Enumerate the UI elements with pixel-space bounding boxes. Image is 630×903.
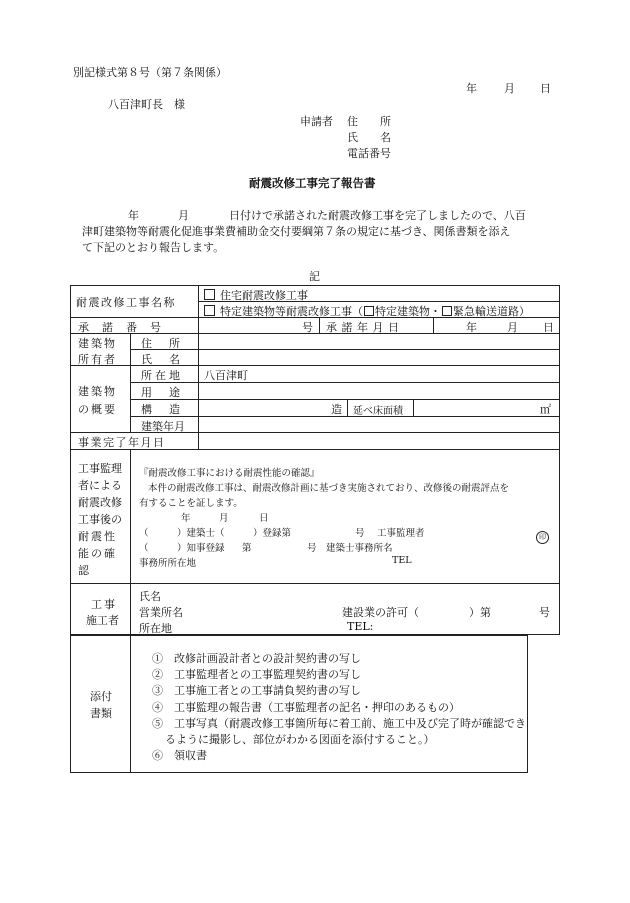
contractor-permit-a: 建設業の許可（ [342, 606, 419, 619]
contractor-tel-label: TEL: [347, 620, 374, 633]
use-label: 用 途 [141, 386, 183, 399]
confirm-month: 月 [219, 513, 229, 524]
checkbox-specified-building-works[interactable] [204, 305, 215, 316]
attachments-list [152, 651, 526, 764]
contractor-office-label: 営業所名 [139, 606, 183, 619]
attach-label-2: 書類 [90, 707, 112, 720]
approval-date-month: 月 [507, 321, 518, 334]
location-value: 八百津町 [204, 369, 248, 382]
confirm-line-a1: （ ）建築士（ ）登録第 [139, 528, 292, 539]
completion-label: 事業完了年月日 [78, 436, 166, 449]
checkbox-emergency-road[interactable] [442, 306, 452, 316]
list-item: ⑤ 工事写真（耐震改修工事箇所毎に着工前、施工中及び完了時が確認でき [152, 716, 526, 730]
list-item: ③ 工事施工者との工事請負契約書の写し [152, 684, 361, 698]
intro-month: 月 [178, 209, 189, 222]
option-residential[interactable]: 住宅耐震改修工事 [204, 287, 308, 303]
confirm-body-1: 本件の耐震改修工事は、耐震改修計画に基づき実施されており、改修後の耐震評点を [148, 483, 510, 494]
attach-label-1: 添付 [90, 690, 112, 703]
overview-label-2: の概要 [78, 403, 117, 416]
list-item: ⑥ 領収書 [152, 749, 207, 763]
overview-label-1: 建築物 [78, 385, 117, 398]
form-id: 別記様式第８号（第７条関係） [73, 66, 227, 79]
confirm-day: 日 [259, 513, 269, 524]
checkbox-specified-building[interactable] [364, 306, 374, 316]
approval-date-day: 日 [543, 321, 554, 334]
floor-area-unit: ㎡ [540, 403, 551, 416]
document-title: 耐震改修工事完了報告書 [249, 176, 376, 190]
seal-icon: 印 [536, 524, 549, 544]
office-tel-label: TEL [392, 555, 412, 566]
office-address-label: 事務所所在地 [139, 558, 197, 569]
contractor-label-2: 施工者 [86, 614, 119, 627]
owner-label-1: 建築物 [78, 337, 117, 350]
list-item: ① 改修計画設計者との設計契約書の写し [152, 652, 361, 665]
confirm-line-a2: 号 [355, 528, 365, 539]
approval-no-label: 承諾番号 [78, 321, 174, 334]
intro-line2: 津町建築物等耐震化促進事業費補助金交付要綱第７条の規定に基づき、関係書類を添え [82, 225, 511, 238]
approval-date-label: 承諾年月日 [326, 321, 404, 334]
confirm-line-b2: 第 [242, 543, 252, 554]
owner-address-label: 住 所 [141, 337, 183, 350]
list-item: ② 工事監理者との工事監理契約書の写し [152, 668, 361, 682]
supervisor-label: 工事監理 者による 耐震改修 工事後の 耐震性 能の確 認 [78, 462, 122, 577]
list-item: るように撮影し、部位がわかる図面を添付すること。） [165, 733, 435, 747]
applicant-address-label: 住 所 [347, 115, 391, 128]
approval-date-year: 年 [466, 321, 477, 334]
location-label: 所在地 [141, 369, 183, 382]
owner-name-label: 氏 名 [141, 353, 183, 366]
intro-line1: 日付けで承諾された耐震改修工事を完了しましたので、八百 [229, 209, 526, 222]
structure-unit: 造 [331, 403, 342, 416]
applicant-label: 申請者 [300, 115, 333, 128]
addressee: 八百津町長 様 [108, 98, 185, 111]
confirm-year: 年 [181, 513, 191, 524]
confirm-line-b4: 建築士事務所名 [326, 543, 393, 554]
ki-label: 記 [309, 270, 320, 283]
intro-line3: て下記のとおり報告します。 [82, 241, 225, 254]
intro-year: 年 [128, 209, 139, 222]
applicant-phone-label: 電話番号 [347, 147, 391, 160]
confirm-line-b3: 号 [307, 543, 317, 554]
date-month-label: 月 [504, 82, 515, 95]
contractor-permit-c: 号 [539, 606, 550, 619]
confirm-line-b1: （ ）知事登録 [139, 543, 225, 554]
structure-label: 構 造 [141, 403, 183, 416]
list-item: ④ 工事監理の報告書（工事監理者の記名・押印のあるもの） [152, 700, 460, 714]
date-year-label: 年 [466, 82, 477, 95]
confirm-title: 『耐震改修工事における耐震性能の確認』 [139, 468, 320, 479]
contractor-name-label: 氏名 [139, 590, 161, 603]
checkbox-residential[interactable] [204, 289, 215, 300]
work-name-label: 耐震改修工事名称 [76, 296, 176, 309]
contractor-permit-b: ）第 [469, 606, 491, 619]
option-specified-building[interactable]: 特定建築物等耐震改修工事（ 特定建築物・ 緊急輸送道路） [204, 303, 530, 319]
confirm-line-a3: 工事監理者 [377, 528, 425, 539]
owner-label-2: 所有者 [78, 353, 117, 366]
applicant-name-label: 氏 名 [347, 131, 391, 144]
approval-no-unit: 号 [302, 321, 313, 334]
confirm-body-2: 有することを証します。 [139, 498, 243, 509]
contractor-address-label: 所在地 [139, 622, 172, 635]
floor-area-label: 延べ床面積 [353, 406, 403, 417]
date-day-label: 日 [540, 82, 551, 95]
contractor-label-1: 工事 [91, 598, 117, 611]
built-label: 建築年月 [141, 420, 185, 433]
